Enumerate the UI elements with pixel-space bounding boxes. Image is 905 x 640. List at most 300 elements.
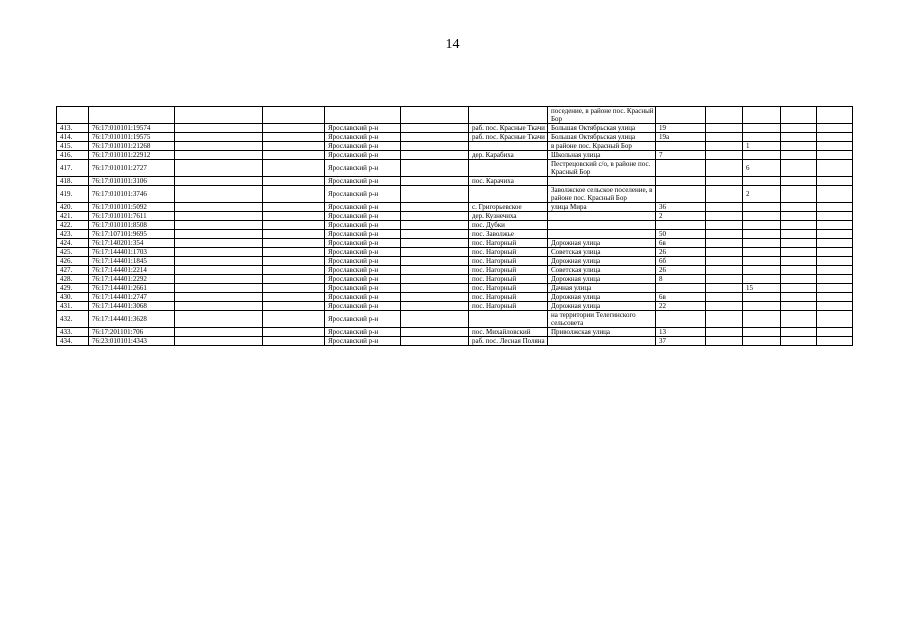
cell-empty bbox=[401, 275, 469, 284]
table-row bbox=[57, 151, 853, 160]
cell-empty bbox=[817, 142, 853, 151]
cell-locality: пос. Нагорный bbox=[469, 248, 548, 257]
cell-empty bbox=[401, 257, 469, 266]
cell-extra: 6 bbox=[743, 160, 781, 177]
cell-district: Ярославский р-н bbox=[325, 337, 401, 346]
cell-empty bbox=[781, 239, 817, 248]
cell-locality: дер. Карабиха bbox=[469, 151, 548, 160]
cell-empty bbox=[175, 302, 263, 311]
table-row bbox=[57, 239, 853, 248]
cell-locality: пос. Дубки bbox=[469, 221, 548, 230]
cell-cadastral: 76:17:144401:3628 bbox=[89, 311, 175, 328]
cell-empty bbox=[781, 186, 817, 203]
cell-num: 434. bbox=[57, 337, 89, 346]
cell-cadastral: 76:17:144401:2292 bbox=[89, 275, 175, 284]
cell-district: Ярославский р-н bbox=[325, 124, 401, 133]
cell-empty bbox=[175, 311, 263, 328]
table-row bbox=[57, 107, 853, 124]
cell-empty bbox=[781, 284, 817, 293]
cell-empty bbox=[706, 293, 743, 302]
cell-cadastral: 76:17:010101:3106 bbox=[89, 177, 175, 186]
cell-extra bbox=[743, 266, 781, 275]
cell-extra bbox=[743, 177, 781, 186]
cell-num: 423. bbox=[57, 230, 89, 239]
cell-empty bbox=[817, 239, 853, 248]
cell-empty bbox=[706, 337, 743, 346]
table-row bbox=[57, 203, 853, 212]
cell-num: 425. bbox=[57, 248, 89, 257]
cell-house: 7 bbox=[656, 151, 706, 160]
cell-empty bbox=[401, 266, 469, 275]
cell-empty bbox=[781, 311, 817, 328]
cell-empty bbox=[401, 248, 469, 257]
cell-empty bbox=[781, 230, 817, 239]
cell-house: 13 bbox=[656, 328, 706, 337]
cell-street: Дорожная улица bbox=[548, 239, 656, 248]
cell-empty bbox=[706, 142, 743, 151]
cell-empty bbox=[401, 212, 469, 221]
cell-street: Дорожная улица bbox=[548, 302, 656, 311]
cell-street: улица Мира bbox=[548, 203, 656, 212]
cell-empty bbox=[706, 186, 743, 203]
cell-empty bbox=[781, 337, 817, 346]
page-number: 14 bbox=[445, 37, 460, 52]
cell-empty bbox=[401, 142, 469, 151]
cell-street: Дорожная улица bbox=[548, 293, 656, 302]
cell-empty bbox=[781, 151, 817, 160]
cell-cadastral: 76:17:144401:1703 bbox=[89, 248, 175, 257]
cell-empty bbox=[817, 133, 853, 142]
cell-district: Ярославский р-н bbox=[325, 302, 401, 311]
cell-num: 428. bbox=[57, 275, 89, 284]
cell-empty bbox=[781, 160, 817, 177]
cell-empty bbox=[263, 248, 325, 257]
cell-district: Ярославский р-н bbox=[325, 248, 401, 257]
cell-empty bbox=[175, 293, 263, 302]
cell-empty bbox=[401, 337, 469, 346]
cell-empty bbox=[781, 133, 817, 142]
cell-locality: пос. Заволжье bbox=[469, 230, 548, 239]
cell-empty bbox=[817, 221, 853, 230]
table-row bbox=[57, 142, 853, 151]
cell-empty bbox=[175, 275, 263, 284]
cell-empty bbox=[401, 302, 469, 311]
table-row bbox=[57, 160, 853, 177]
table-row bbox=[57, 230, 853, 239]
cell-locality bbox=[469, 186, 548, 203]
cell-locality: пос. Карачиха bbox=[469, 177, 548, 186]
cell-cadastral: 76:17:144401:3068 bbox=[89, 302, 175, 311]
cell-district: Ярославский р-н bbox=[325, 266, 401, 275]
cell-empty bbox=[263, 275, 325, 284]
cell-extra bbox=[743, 124, 781, 133]
cell-num: 420. bbox=[57, 203, 89, 212]
table-row bbox=[57, 293, 853, 302]
cell-house: 19а bbox=[656, 133, 706, 142]
cell-empty bbox=[263, 160, 325, 177]
cell-extra bbox=[743, 257, 781, 266]
cell-empty bbox=[817, 275, 853, 284]
cell-num: 419. bbox=[57, 186, 89, 203]
cell-house bbox=[656, 284, 706, 293]
cell-locality bbox=[469, 311, 548, 328]
table-row bbox=[57, 133, 853, 142]
cell-extra bbox=[743, 212, 781, 221]
cell-district: Ярославский р-н bbox=[325, 133, 401, 142]
cell-empty bbox=[263, 133, 325, 142]
cell-empty bbox=[175, 142, 263, 151]
cell-house: 2 bbox=[656, 212, 706, 221]
cell-empty bbox=[706, 177, 743, 186]
cell-house: 36 bbox=[656, 203, 706, 212]
cell-empty bbox=[263, 302, 325, 311]
cell-empty bbox=[401, 221, 469, 230]
table-row bbox=[57, 257, 853, 266]
cell-empty bbox=[263, 328, 325, 337]
cell-street: Заволжское сельское поселение, в районе пос. Красный Бор bbox=[548, 186, 656, 203]
cell-extra bbox=[743, 203, 781, 212]
cell-house: 26 bbox=[656, 266, 706, 275]
cell-street bbox=[548, 337, 656, 346]
cell-street bbox=[548, 177, 656, 186]
cell-street: на территории Телегинского сельсовета bbox=[548, 311, 656, 328]
table-row bbox=[57, 248, 853, 257]
cell-num: 429. bbox=[57, 284, 89, 293]
cell-empty bbox=[781, 203, 817, 212]
cell-empty bbox=[401, 107, 469, 124]
cell-cadastral: 76:17:010101:19574 bbox=[89, 124, 175, 133]
cell-empty bbox=[263, 257, 325, 266]
cell-cadastral: 76:17:201101:706 bbox=[89, 328, 175, 337]
cell-locality: пос. Нагорный bbox=[469, 302, 548, 311]
cell-house bbox=[656, 311, 706, 328]
cell-street: Дорожная улица bbox=[548, 257, 656, 266]
cell-cadastral: 76:17:010101:8508 bbox=[89, 221, 175, 230]
cell-num: 422. bbox=[57, 221, 89, 230]
cell-street: поседение, в районе пос. Красный Бор bbox=[548, 107, 656, 124]
cell-cadastral: 76:17:010101:7611 bbox=[89, 212, 175, 221]
cell-house: 50 bbox=[656, 230, 706, 239]
cell-empty bbox=[706, 107, 743, 124]
cell-empty bbox=[175, 203, 263, 212]
cell-empty bbox=[706, 257, 743, 266]
cell-empty bbox=[401, 203, 469, 212]
cell-district: Ярославский р-н bbox=[325, 177, 401, 186]
cell-extra bbox=[743, 133, 781, 142]
cell-extra: 1 bbox=[743, 142, 781, 151]
cell-empty bbox=[263, 221, 325, 230]
cell-empty bbox=[781, 107, 817, 124]
cell-locality: с. Григорьевское bbox=[469, 203, 548, 212]
cell-empty bbox=[263, 203, 325, 212]
cell-empty bbox=[817, 212, 853, 221]
cell-extra bbox=[743, 248, 781, 257]
cell-cadastral: 76:17:144401:1845 bbox=[89, 257, 175, 266]
cell-district: Ярославский р-н bbox=[325, 284, 401, 293]
cell-empty bbox=[706, 133, 743, 142]
cell-extra bbox=[743, 293, 781, 302]
cell-empty bbox=[706, 311, 743, 328]
cell-empty bbox=[401, 311, 469, 328]
registry-body bbox=[57, 107, 853, 346]
cell-num: 421. bbox=[57, 212, 89, 221]
table-row bbox=[57, 266, 853, 275]
cell-empty bbox=[706, 221, 743, 230]
cell-empty bbox=[706, 230, 743, 239]
cell-cadastral: 76:17:144401:2747 bbox=[89, 293, 175, 302]
table-row bbox=[57, 311, 853, 328]
cell-district: Ярославский р-н bbox=[325, 293, 401, 302]
cell-num: 433. bbox=[57, 328, 89, 337]
cell-empty bbox=[175, 337, 263, 346]
cell-empty bbox=[706, 275, 743, 284]
cell-cadastral: 76:17:010101:22912 bbox=[89, 151, 175, 160]
cell-district: Ярославский р-н bbox=[325, 212, 401, 221]
cell-cadastral: 76:23:010101:4343 bbox=[89, 337, 175, 346]
cell-empty bbox=[401, 293, 469, 302]
cell-empty bbox=[817, 177, 853, 186]
cell-empty bbox=[706, 203, 743, 212]
cell-cadastral: 76:17:107101:9695 bbox=[89, 230, 175, 239]
cell-empty bbox=[781, 293, 817, 302]
cell-district: Ярославский р-н bbox=[325, 257, 401, 266]
cell-street: Приволжская улица bbox=[548, 328, 656, 337]
cell-empty bbox=[781, 221, 817, 230]
cell-cadastral bbox=[89, 107, 175, 124]
cell-house: 6б bbox=[656, 257, 706, 266]
cell-empty bbox=[817, 302, 853, 311]
cell-empty bbox=[263, 337, 325, 346]
cell-num: 415. bbox=[57, 142, 89, 151]
cell-empty bbox=[263, 311, 325, 328]
cell-empty bbox=[817, 293, 853, 302]
cell-cadastral: 76:17:010101:2727 bbox=[89, 160, 175, 177]
cell-empty bbox=[781, 328, 817, 337]
cell-cadastral: 76:17:010101:3746 bbox=[89, 186, 175, 203]
cell-district: Ярославский р-н bbox=[325, 160, 401, 177]
cell-house: 6в bbox=[656, 293, 706, 302]
cell-street: Советская улица bbox=[548, 266, 656, 275]
cell-district: Ярославский р-н bbox=[325, 221, 401, 230]
cell-house bbox=[656, 160, 706, 177]
table-row bbox=[57, 284, 853, 293]
cell-empty bbox=[781, 124, 817, 133]
cell-empty bbox=[706, 248, 743, 257]
cell-empty bbox=[817, 328, 853, 337]
cell-locality: пос. Нагорный bbox=[469, 284, 548, 293]
cell-street: Дачная улица bbox=[548, 284, 656, 293]
cell-street bbox=[548, 230, 656, 239]
cell-empty bbox=[817, 160, 853, 177]
cell-empty bbox=[706, 124, 743, 133]
cell-empty bbox=[817, 203, 853, 212]
cell-empty bbox=[263, 284, 325, 293]
cell-empty bbox=[175, 248, 263, 257]
cell-empty bbox=[817, 311, 853, 328]
cell-empty bbox=[817, 284, 853, 293]
cell-locality: пос. Нагорный bbox=[469, 293, 548, 302]
cell-empty bbox=[706, 160, 743, 177]
cell-num: 431. bbox=[57, 302, 89, 311]
table-row bbox=[57, 302, 853, 311]
cell-empty bbox=[401, 177, 469, 186]
cell-empty bbox=[263, 107, 325, 124]
cell-empty bbox=[175, 257, 263, 266]
cell-num: 413. bbox=[57, 124, 89, 133]
cell-district: Ярославский р-н bbox=[325, 203, 401, 212]
cell-house: 26 bbox=[656, 248, 706, 257]
cell-street: Большая Октябрьская улица bbox=[548, 124, 656, 133]
cell-empty bbox=[175, 284, 263, 293]
cell-extra bbox=[743, 221, 781, 230]
cell-house: 37 bbox=[656, 337, 706, 346]
cell-empty bbox=[263, 293, 325, 302]
cell-district: Ярославский р-н bbox=[325, 230, 401, 239]
cell-cadastral: 76:17:010101:21268 bbox=[89, 142, 175, 151]
table-row bbox=[57, 275, 853, 284]
cell-empty bbox=[781, 266, 817, 275]
cell-street: Пестрецовский с/о, в районе пос. Красный Бор bbox=[548, 160, 656, 177]
cell-locality: дер. Кузнечиха bbox=[469, 212, 548, 221]
cell-house: 22 bbox=[656, 302, 706, 311]
cell-district: Ярославский р-н bbox=[325, 151, 401, 160]
table-row bbox=[57, 221, 853, 230]
cell-district: Ярославский р-н bbox=[325, 275, 401, 284]
cell-empty bbox=[706, 239, 743, 248]
cell-cadastral: 76:17:010101:5092 bbox=[89, 203, 175, 212]
cell-locality: пос. Михайловский bbox=[469, 328, 548, 337]
cell-empty bbox=[175, 186, 263, 203]
cell-empty bbox=[263, 151, 325, 160]
cell-empty bbox=[263, 177, 325, 186]
cell-extra: 15 bbox=[743, 284, 781, 293]
cell-empty bbox=[175, 230, 263, 239]
cell-locality bbox=[469, 142, 548, 151]
cell-empty bbox=[781, 302, 817, 311]
cell-empty bbox=[401, 160, 469, 177]
cell-empty bbox=[401, 186, 469, 203]
cell-locality bbox=[469, 160, 548, 177]
cell-extra bbox=[743, 275, 781, 284]
cell-empty bbox=[263, 239, 325, 248]
cell-empty bbox=[175, 212, 263, 221]
cell-empty bbox=[817, 248, 853, 257]
cell-empty bbox=[706, 302, 743, 311]
cell-empty bbox=[263, 230, 325, 239]
cell-empty bbox=[401, 328, 469, 337]
cell-house bbox=[656, 221, 706, 230]
cell-empty bbox=[401, 284, 469, 293]
cell-empty bbox=[175, 151, 263, 160]
cell-street: в районе пос. Красный Бор bbox=[548, 142, 656, 151]
cell-empty bbox=[175, 328, 263, 337]
cell-district bbox=[325, 107, 401, 124]
cell-num: 426. bbox=[57, 257, 89, 266]
cell-empty bbox=[263, 266, 325, 275]
cell-num: 430. bbox=[57, 293, 89, 302]
cell-house: 19 bbox=[656, 124, 706, 133]
cell-house: 8 bbox=[656, 275, 706, 284]
cell-num: 432. bbox=[57, 311, 89, 328]
cell-empty bbox=[263, 142, 325, 151]
cell-empty bbox=[781, 212, 817, 221]
cell-cadastral: 76:17:144401:2214 bbox=[89, 266, 175, 275]
cell-empty bbox=[401, 230, 469, 239]
cell-empty bbox=[401, 133, 469, 142]
cell-locality: раб. пос. Красные Ткачи bbox=[469, 124, 548, 133]
cell-num: 414. bbox=[57, 133, 89, 142]
cell-district: Ярославский р-н bbox=[325, 186, 401, 203]
cell-empty bbox=[175, 221, 263, 230]
cell-empty bbox=[817, 186, 853, 203]
table-row bbox=[57, 328, 853, 337]
cell-num: 424. bbox=[57, 239, 89, 248]
cell-street bbox=[548, 212, 656, 221]
cell-empty bbox=[401, 124, 469, 133]
cell-empty bbox=[706, 284, 743, 293]
cell-empty bbox=[817, 266, 853, 275]
cell-empty bbox=[263, 124, 325, 133]
cell-num: 416. bbox=[57, 151, 89, 160]
cell-street: Дорожная улица bbox=[548, 275, 656, 284]
cell-empty bbox=[263, 212, 325, 221]
cell-street: Советская улица bbox=[548, 248, 656, 257]
cell-empty bbox=[706, 266, 743, 275]
cell-cadastral: 76:17:010101:19575 bbox=[89, 133, 175, 142]
cell-cadastral: 76:17:140201:354 bbox=[89, 239, 175, 248]
cell-district: Ярославский р-н bbox=[325, 239, 401, 248]
cell-street: Школьная улица bbox=[548, 151, 656, 160]
cell-num bbox=[57, 107, 89, 124]
cell-district: Ярославский р-н bbox=[325, 311, 401, 328]
cell-empty bbox=[175, 239, 263, 248]
table-row bbox=[57, 186, 853, 203]
cell-extra bbox=[743, 302, 781, 311]
cell-extra bbox=[743, 230, 781, 239]
cell-district: Ярославский р-н bbox=[325, 142, 401, 151]
cell-empty bbox=[817, 107, 853, 124]
cell-num: 418. bbox=[57, 177, 89, 186]
cell-house: 6в bbox=[656, 239, 706, 248]
cell-extra bbox=[743, 337, 781, 346]
table-row bbox=[57, 124, 853, 133]
cell-locality: пос. Нагорный bbox=[469, 257, 548, 266]
cell-locality: пос. Нагорный bbox=[469, 239, 548, 248]
cell-empty bbox=[781, 177, 817, 186]
registry-table bbox=[56, 106, 853, 346]
cell-extra bbox=[743, 328, 781, 337]
cell-cadastral: 76:17:144401:2661 bbox=[89, 284, 175, 293]
cell-empty bbox=[817, 337, 853, 346]
cell-empty bbox=[175, 160, 263, 177]
table-row bbox=[57, 177, 853, 186]
cell-house bbox=[656, 177, 706, 186]
cell-extra bbox=[743, 239, 781, 248]
cell-street: Большая Октябрьская улица bbox=[548, 133, 656, 142]
cell-extra: 2 bbox=[743, 186, 781, 203]
cell-empty bbox=[706, 328, 743, 337]
cell-locality: раб. пос. Лесная Поляна bbox=[469, 337, 548, 346]
cell-empty bbox=[817, 124, 853, 133]
cell-empty bbox=[175, 177, 263, 186]
table-row bbox=[57, 212, 853, 221]
cell-extra bbox=[743, 311, 781, 328]
cell-empty bbox=[817, 230, 853, 239]
cell-empty bbox=[263, 186, 325, 203]
cell-house bbox=[656, 142, 706, 151]
cell-empty bbox=[401, 151, 469, 160]
cell-street bbox=[548, 221, 656, 230]
